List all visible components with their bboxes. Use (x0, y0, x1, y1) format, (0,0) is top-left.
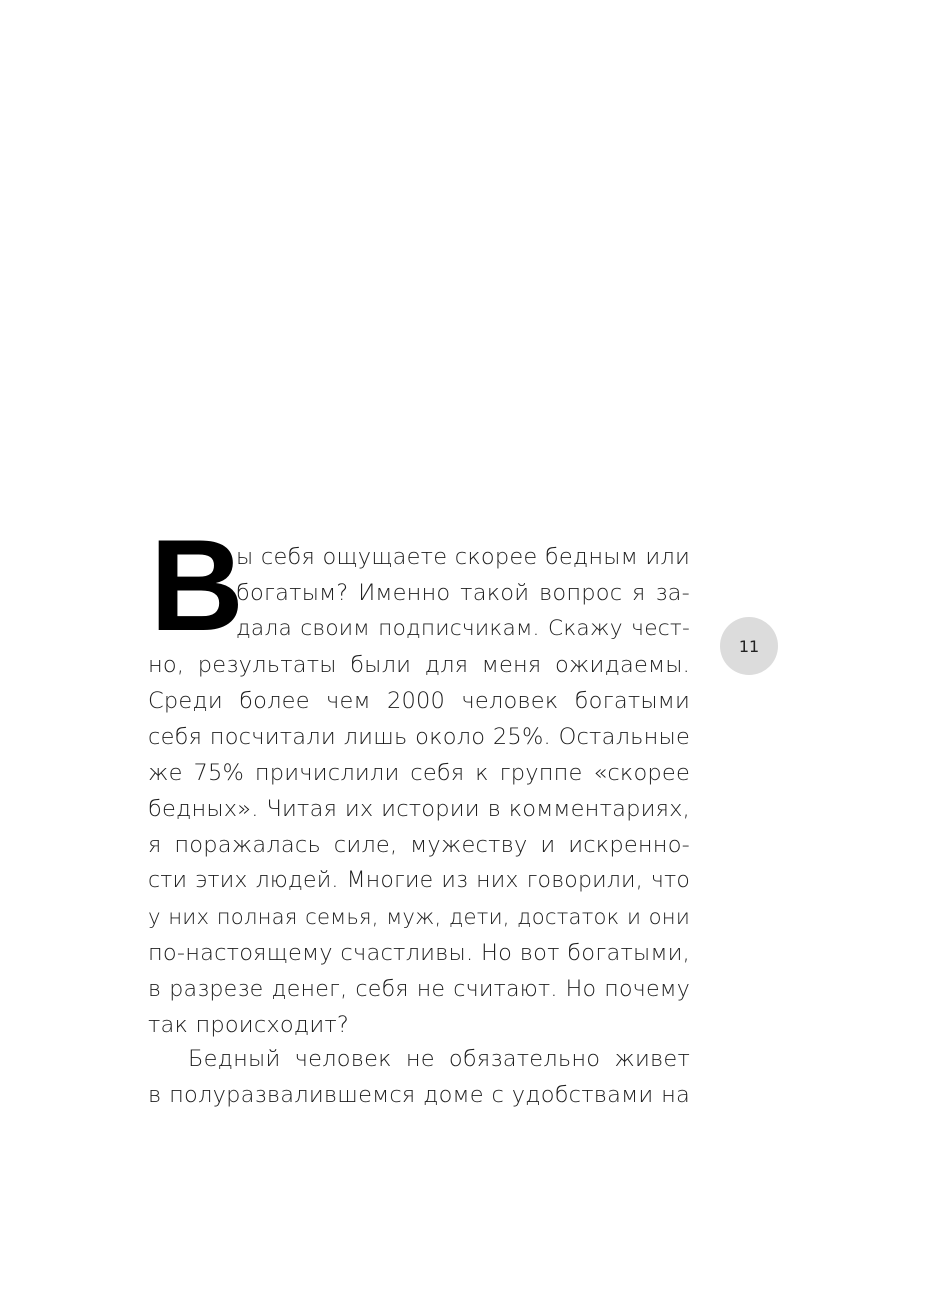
text-line: бедных». Читая их истории в комментариях, (148, 796, 690, 822)
text-line: так происходит? (148, 1012, 350, 1038)
text-line: дала своим подписчикам. Скажу чест- (236, 616, 690, 641)
text-line: ы себя ощущаете скорее бедным или (236, 544, 690, 570)
drop-cap-letter: В (150, 512, 242, 658)
text-line: но, результаты были для меня ожидаемы. (148, 652, 690, 678)
page-number-badge: 11 (720, 617, 778, 675)
text-line: Бедный человек не обязательно живет (188, 1046, 690, 1072)
text-line: в разрезе денег, себя не считают. Но почему (148, 976, 690, 1002)
text-line: Среди более чем 2000 человек богатыми (148, 688, 690, 714)
text-line: в полуразвалившемся доме с удобствами на (148, 1082, 690, 1108)
text-line: же 75% причислили себя к группе «скорее (148, 760, 690, 786)
text-line: у них полная семья, муж, дети, достаток и они (148, 904, 690, 929)
text-line: богатым? Именно такой вопрос я за- (236, 580, 690, 606)
text-line: себя посчитали лишь около 25%. Остальные (148, 724, 690, 750)
text-line: я поражалась силе, мужеству и искренно- (148, 832, 690, 858)
text-line: сти этих людей. Многие из них говорили, что (148, 868, 690, 893)
text-line: по-настоящему счастливы. Но вот богатыми, (148, 940, 690, 966)
